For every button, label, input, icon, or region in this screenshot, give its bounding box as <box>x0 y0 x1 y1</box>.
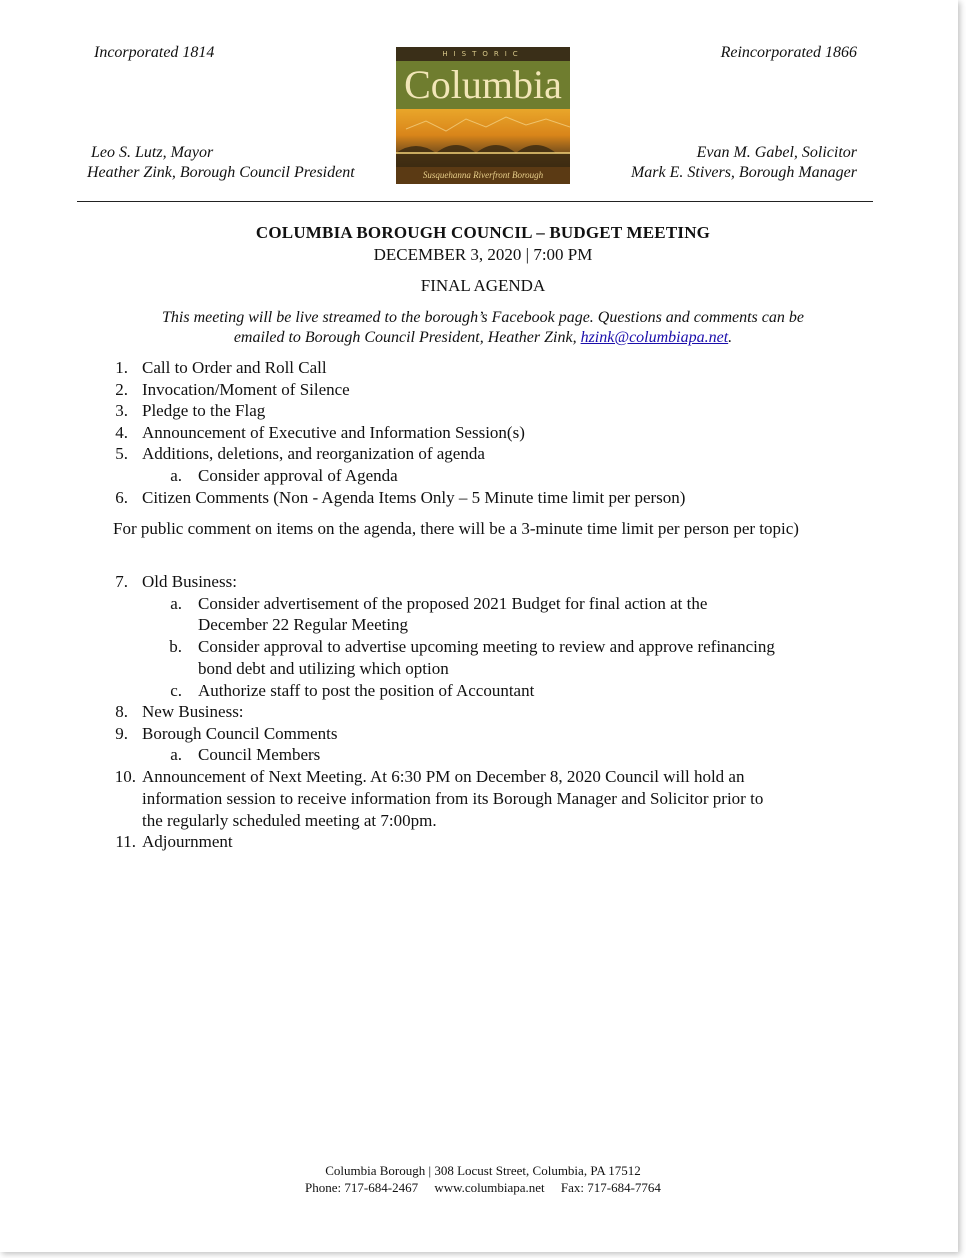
president-name: Heather Zink, Borough Council President <box>87 164 355 181</box>
note-line-1: This meeting will be live streamed to the borough’s Facebook page. Questions and comments can be <box>162 309 804 326</box>
email-link[interactable]: hzink@columbiapa.net <box>580 329 729 346</box>
agenda-label: FINAL AGENDA <box>420 276 546 295</box>
logo-word: Columbia <box>404 62 562 107</box>
meeting-date: DECEMBER 3, 2020 | 7:00 PM <box>373 245 593 264</box>
mayor-name: Leo S. Lutz, Mayor <box>91 144 214 161</box>
meeting-title: COLUMBIA BOROUGH COUNCIL – BUDGET MEETING <box>255 223 711 242</box>
logo-bridge-scene <box>396 109 570 167</box>
officials-left <box>87 143 355 183</box>
officials-right <box>631 143 857 183</box>
reincorporated-text: Reincorporated 1866 <box>720 44 857 61</box>
document-page: Incorporated 1814 Reincorporated 1866 Leo S. Lutz, Mayor Heather Zink, Borough Council President Evan M. Gabel, Solicitor Mark E. Stivers, Borough Manager HISTORIC Columbia Susquehanna Riverfront Borough COLUMBIA BOROUGH COUNCIL – BUDGET MEETING DECEMBER 3, 2020 | 7:00 PM FINAL AGENDA This meeting will be live streamed to the borough’s Facebook page. Questions and comments can be emailed to Borough Council President, Heather Zink, hzink@columbiapa.net. 1. Call to Order and Roll Call 2. Invocation/Moment of Silence 3. Pledge to the Flag 4. Announcement of Executive and Information Session(s) 5. Additions, deletions, and reorganization of agenda a. Consider approval of Agenda 6. Citizen Comments (Non - Agenda Items Only – 5 Minute time limit per person) For public comment on items on the agenda, there will be a 3-minute time limit per person per topic) 7. Old Business: a. Consider advertisement of the proposed 2021 Budget for final action at the December 22 Regular Meeting b. Consider approval to advertise upcoming meeting to review and approve refinancing bond debt and utilizing which option c. Authorize staff to post the position of Accountant 8. New Business: 9. Borough Council Comments a. Council Members 10. Announcement of Next Meeting. At 6:30 PM on December 8, 2020 Council will hold an information session to receive information from its Borough Manager and Solicitor prior to the regularly scheduled meeting at 7:00pm. 11. Adjournment Columbia Borough | 308 Locust Street, Columbia, PA 17512 Phone: 717-684-2467 www.columbiapa.net Fax: 717-684-7764 <box>0 0 958 1252</box>
logo-bottom-text: Susquehanna Riverfront Borough <box>396 167 570 184</box>
footer-address: Columbia Borough | 308 Locust Street, Columbia, PA 17512 <box>325 1163 641 1178</box>
logo-top-text: HISTORIC <box>396 47 570 61</box>
footer-contact: Phone: 717-684-2467 www.columbiapa.net Fax: 717-684-7764 <box>305 1180 661 1195</box>
solicitor-name: Evan M. Gabel, Solicitor <box>696 144 857 161</box>
manager-name: Mark E. Stivers, Borough Manager <box>630 164 857 181</box>
bridge-icon <box>396 109 570 167</box>
incorporated-text: Incorporated 1814 <box>94 44 215 61</box>
livestream-note <box>0 308 966 348</box>
columbia-logo <box>396 47 570 184</box>
public-comment-note: For public comment on items on the agenda, there will be a 3-minute time limit per person per topic) <box>113 519 799 538</box>
header-divider <box>77 201 873 202</box>
note-line-2: emailed to Borough Council President, Heather Zink, hzink@columbiapa.net. <box>233 329 733 346</box>
